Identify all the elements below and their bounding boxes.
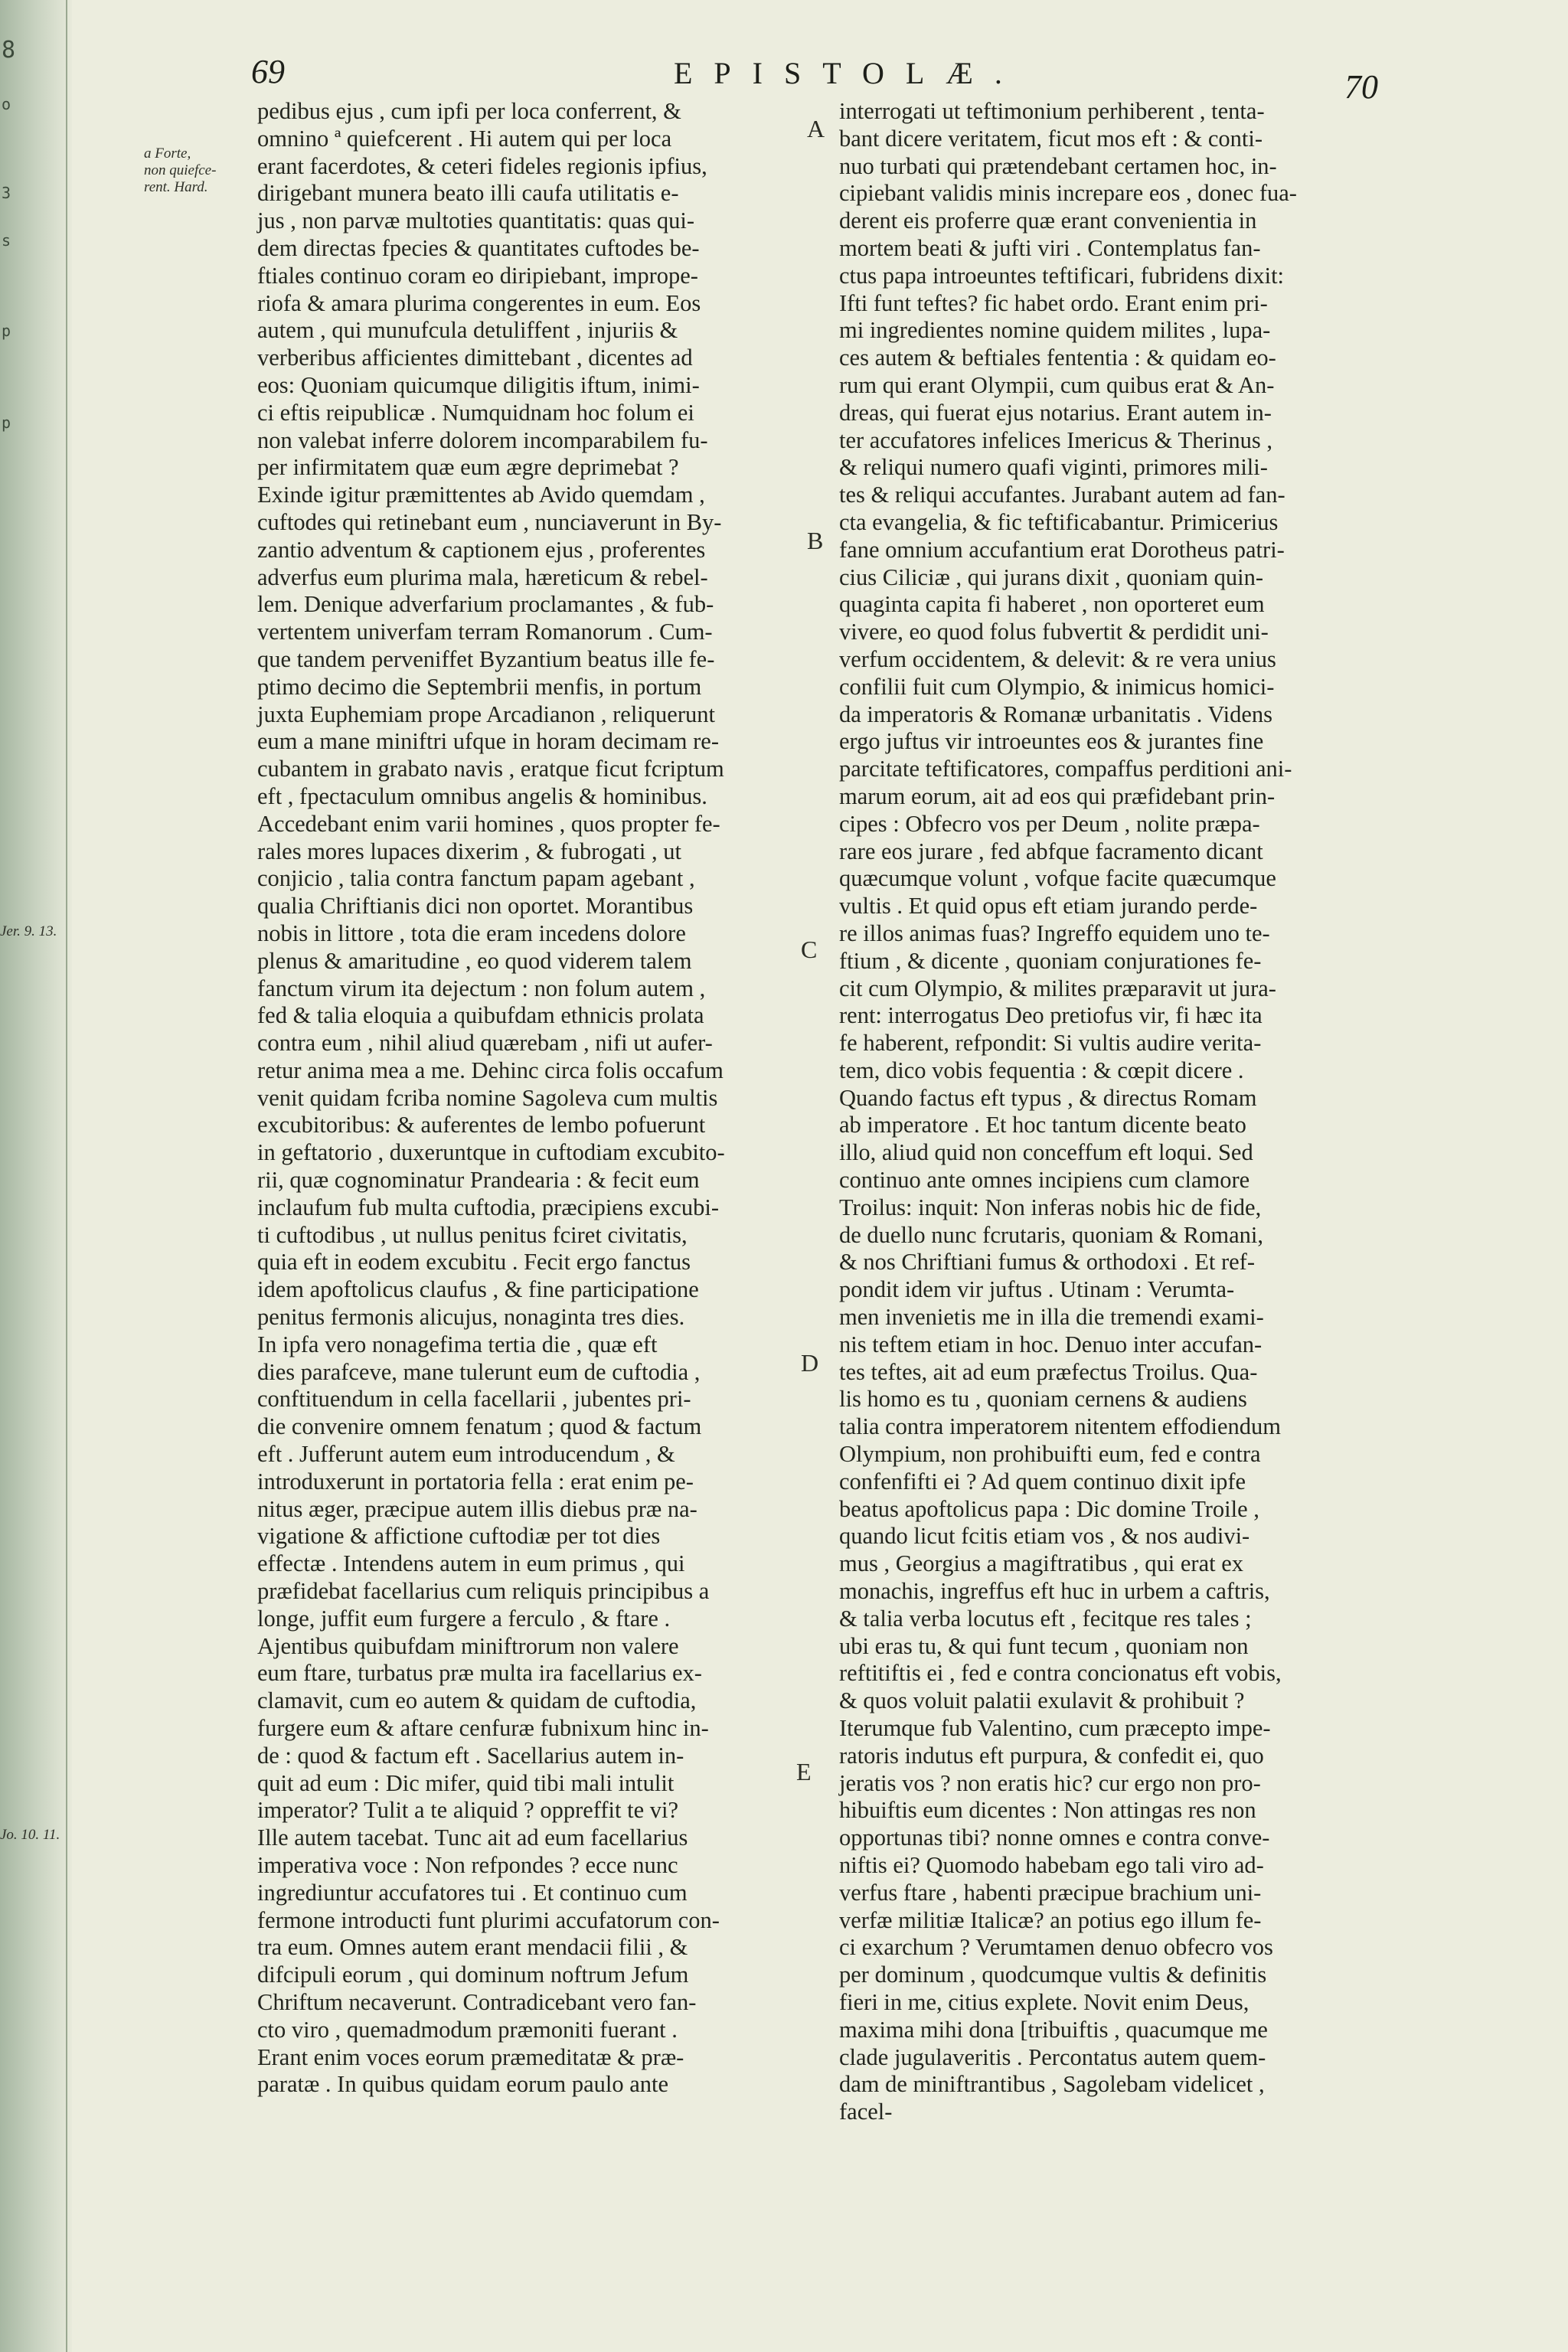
text-line: die convenire omnem fenatum ; quod & factum xyxy=(257,1413,702,1440)
text-line: eft , fpectaculum omnibus angelis & hominibus. xyxy=(257,782,707,809)
text-line: cit cum Olympio, & milites præparavit ut jura- xyxy=(839,975,1276,1001)
text-line: clamavit, cum eo autem & quidam de cuftodia, xyxy=(257,1687,697,1714)
text-line: nobis in littore , tota die eram incedens dolore xyxy=(257,920,686,946)
text-line: fed & talia eloquia a quibufdam ethnicis prolata xyxy=(257,1002,704,1029)
text-line: zantio adventum & captionem ejus , proferentes xyxy=(257,536,706,563)
edge-strip-mark: s xyxy=(2,231,11,250)
text-line: ingrediuntur accufatores tui . Et continuo cum xyxy=(257,1879,688,1906)
text-column-right xyxy=(839,98,1381,2126)
text-line: tes & reliqui accufantes. Jurabant autem ad fan- xyxy=(839,482,1285,508)
text-line: per dominum , quodcumque vultis & definitis xyxy=(839,1962,1267,1988)
text-line: vivere, eo quod folus fubvertit & perdidit uni- xyxy=(839,619,1269,645)
text-line: Exinde igitur præmittentes ab Avido quemdam , xyxy=(257,482,705,508)
text-line: marum eorum, ait ad eos qui præfidebant prin- xyxy=(839,782,1276,809)
text-line: ci exarchum ? Verumtamen denuo obfecro vos xyxy=(839,1934,1273,1961)
text-line: rent: interrogatus Deo pretiofus vir, fi hæc ita xyxy=(839,1002,1263,1029)
text-line: verfus ftare , habenti præcipue brachium uni- xyxy=(839,1879,1262,1906)
text-line: pondit idem vir juftus . Utinam : Verumta- xyxy=(839,1276,1235,1303)
text-line: paratæ . In quibus quidam eorum paulo ante xyxy=(257,2071,669,2098)
text-line: ftiales continuo coram eo diripiebant, imprope- xyxy=(257,262,698,289)
text-line: ab imperatore . Et hoc tantum dicente beato xyxy=(839,1112,1246,1138)
text-line: lis homo es tu , quoniam cernens & audiens xyxy=(839,1386,1247,1413)
text-line: Ifti funt teftes? fic habet ordo. Erant enim pri- xyxy=(839,289,1268,316)
text-line: furgere eum & aftare cenfuræ fubnixum hinc in- xyxy=(257,1715,709,1742)
text-line: Chriftum necaverunt. Contradicebant vero fan- xyxy=(257,1988,697,2015)
page-edge xyxy=(66,0,67,2352)
text-line: ti cuftodibus , ut nullus penitus fciret civitatis, xyxy=(257,1221,688,1248)
text-line: In ipfa vero nonagefima tertia die , quæ eft xyxy=(257,1331,658,1357)
text-line: Ille autem tacebat. Tunc ait ad eum facellarius xyxy=(257,1824,688,1851)
text-line: Accedebant enim varii homines , quos propter fe- xyxy=(257,810,720,837)
section-marker-d: D xyxy=(801,1349,819,1377)
section-marker-a: A xyxy=(807,115,825,142)
text-line: facel- xyxy=(839,2099,893,2125)
text-line: venit quidam fcriba nomine Sagoleva cum multis xyxy=(257,1084,718,1111)
marginal-ref-jo xyxy=(0,1827,60,1844)
text-line: fermone introducti funt plurimi accufatorum con- xyxy=(257,1906,720,1933)
text-line: & nos Chriftiani fumus & orthodoxi . Et ref- xyxy=(839,1249,1255,1276)
text-line: dreas, qui fuerat ejus notarius. Erant autem in- xyxy=(839,399,1272,426)
section-marker-b: B xyxy=(807,527,824,554)
text-line: in geftatorio , duxeruntque in cuftodiam excubito- xyxy=(257,1139,725,1166)
text-line: mi ingredientes nomine quidem milites , lupa- xyxy=(839,317,1271,344)
text-line: vigatione & affictione cuftodiæ per tot dies xyxy=(257,1523,661,1550)
text-line: confenfifti ei ? Ad quem continuo dixit ipfe xyxy=(839,1468,1246,1494)
text-line: rum qui erant Olympii, cum quibus erat & An- xyxy=(839,371,1275,398)
text-line: jus , non parvæ multoties quantitatis: quas qui- xyxy=(257,207,694,234)
text-line: clade jugulaveritis . Percontatus autem quem- xyxy=(839,2043,1266,2070)
text-line: pedibus ejus , cum ipfi per loca conferrent, & xyxy=(257,98,681,124)
text-line: difcipuli eorum , qui dominum noftrum Jefum xyxy=(257,1962,689,1988)
text-line: tes teftes, ait ad eum præfectus Troilus. Qua- xyxy=(839,1358,1258,1385)
text-line: rare eos jurare , fed abfque facramento dicant xyxy=(839,838,1263,864)
text-line: cipes : Obfecro vos per Deum , nolite præpa- xyxy=(839,810,1260,837)
text-line: contra eum , nihil aliud quærebam , nifi ut aufer- xyxy=(257,1030,713,1057)
text-line: de duello nunc fcrutaris, quoniam & Romani, xyxy=(839,1221,1263,1248)
text-line: Ajentibus quibufdam miniftrorum non valere xyxy=(257,1632,679,1659)
text-line: conjicio , talia contra fanctum papam agebant , xyxy=(257,865,695,892)
text-line: Troilus: inquit: Non inferas nobis hic de fide, xyxy=(839,1194,1262,1220)
marginal-note-line: non quiefce- xyxy=(144,162,217,178)
text-line: mus , Georgius a magiftratibus , qui erat ex xyxy=(839,1550,1243,1577)
text-line: ter accufatores infelices Imericus & Therinus , xyxy=(839,426,1272,453)
text-line: continuo ante omnes incipiens cum clamore xyxy=(839,1167,1250,1194)
text-line: rales mores lupaces dixerim , & fubrogati , ut xyxy=(257,838,681,864)
section-marker-c: C xyxy=(801,936,818,963)
text-line: verfum occidentem, & delevit: & re vera unius xyxy=(839,645,1276,672)
section-marker-e: E xyxy=(796,1758,812,1785)
text-line: & quos voluit palatii exulavit & prohibuit ? xyxy=(839,1687,1245,1714)
marginal-note-line: rent. Hard. xyxy=(144,179,208,195)
text-line: quæcumque volunt , vofque facite quæcumque xyxy=(839,865,1276,892)
text-line: bant dicere veritatem, ficut mos eft : & conti- xyxy=(839,125,1263,152)
edge-strip-mark: 8 xyxy=(2,37,16,64)
text-line: niftis ei? Quomodo habebam ego tali viro ad- xyxy=(839,1852,1264,1878)
text-line: de : quod & factum eft . Sacellarius autem in- xyxy=(257,1742,684,1769)
edge-strip-mark: o xyxy=(2,95,11,113)
text-line: excubitoribus: & auferentes de lembo pofuerunt xyxy=(257,1112,706,1138)
text-line: verberibus afficientes dimittebant , dicentes ad xyxy=(257,345,693,371)
text-line: ubi eras tu, & qui funt tecum , quoniam non xyxy=(839,1632,1249,1659)
marginal-ref-jer xyxy=(0,923,57,940)
text-line: cipiebant validis minis increpare eos , donec fua- xyxy=(839,180,1297,207)
text-line: men invenietis me in illa die tremendi exami- xyxy=(839,1304,1264,1331)
text-line: monachis, ingreffus eft huc in urbem a caftris, xyxy=(839,1578,1270,1605)
text-line: conftituendum in cella facellarii , jubentes pri- xyxy=(257,1386,691,1413)
text-line: ratoris indutus eft purpura, & confedit ei, quo xyxy=(839,1742,1264,1769)
text-line: vultis . Et quid opus eft etiam jurando perde- xyxy=(839,893,1258,920)
text-line: ci eftis reipublicæ . Numquidnam hoc folum ei xyxy=(257,399,694,426)
marginal-note-a xyxy=(144,145,216,196)
text-line: idem apoftolicus claufus , & fine participatione xyxy=(257,1276,699,1303)
text-line: quaginta capita fi haberet , non oporteret eum xyxy=(839,591,1265,618)
text-line: Olympium, non prohibuifti eum, fed e contra xyxy=(839,1441,1261,1468)
text-line: fieri in me, citius explete. Novit enim Deus, xyxy=(839,1988,1250,2015)
text-line: eos: Quoniam quicumque diligitis iftum, inimi- xyxy=(257,371,700,398)
text-line: fanctum virum ita dejectum : non folum autem , xyxy=(257,975,706,1001)
text-line: qualia Chriftianis dici non oportet. Morantibus xyxy=(257,893,694,920)
text-line: Erant enim voces eorum præmeditatæ & præ- xyxy=(257,2043,684,2070)
text-line: interrogati ut teftimonium perhiberent , tenta- xyxy=(839,98,1265,124)
text-line: quia eft in eodem excubitu . Fecit ergo fanctus xyxy=(257,1249,691,1276)
text-line: imperativa voce : Non refpondes ? ecce nunc xyxy=(257,1852,678,1878)
text-line: mortem beati & jufti viri . Contemplatus fan- xyxy=(839,234,1261,261)
edge-strip-mark: p xyxy=(2,413,11,432)
text-line: ctus papa introeuntes teftificari, fubridens dixit: xyxy=(839,262,1285,289)
text-line: parcitate teftificatores, compaffus perditioni ani- xyxy=(839,756,1292,782)
text-line: da imperatoris & Romanæ urbanitatis . Videns xyxy=(839,701,1273,727)
text-line: erant facerdotes, & ceteri fideles regionis ipfius, xyxy=(257,152,707,179)
text-line: quando licut fcitis etiam vos , & nos audivi- xyxy=(839,1523,1250,1550)
text-line: eum a mane miniftri ufque in horam decimam re- xyxy=(257,728,720,755)
text-line: cius Ciliciæ , qui jurans dixit , quoniam quin- xyxy=(839,564,1264,590)
text-line: dirigebant munera beato illi caufa utilitatis e- xyxy=(257,180,679,207)
text-line: omnino ª quiefcerent . Hi autem qui per loca xyxy=(257,125,672,152)
text-line: reftitiftis ei , fed e contra concionatus eft vobis, xyxy=(839,1660,1282,1687)
text-line: quit ad eum : Dic mifer, quid tibi mali intulit xyxy=(257,1769,675,1796)
text-line: eum ftare, turbatus præ multa ira facellarius ex- xyxy=(257,1660,702,1687)
page-gutter-shadow xyxy=(0,0,72,2352)
text-line: introduxerunt in portatoria fella : erat enim pe- xyxy=(257,1468,694,1494)
text-line: inclaufum fub multa cuftodia, præcipiens excubi- xyxy=(257,1194,720,1220)
text-line: præfidebat facellarius cum reliquis principibus a xyxy=(257,1578,710,1605)
text-line: opportunas tibi? nonne omnes e contra conve- xyxy=(839,1824,1270,1851)
marginal-note-line: a Forte, xyxy=(144,145,191,162)
text-line: autem , qui munufcula detuliffent , injuriis & xyxy=(257,317,678,344)
text-line: plenus & amaritudine , eo quod viderem talem xyxy=(257,947,692,974)
edge-strip-mark: 3 xyxy=(2,184,11,202)
text-line: fe haberent, refpondit: Si vultis audire verita- xyxy=(839,1030,1262,1057)
text-line: effectæ . Intendens autem in eum primus , qui xyxy=(257,1550,685,1577)
text-line: cubantem in grabato navis , eratque ficut fcriptum xyxy=(257,756,724,782)
marginal-ref: Jer. 9. 13. xyxy=(0,923,57,939)
text-line: ptimo decimo die Septembrii menfis, in portum xyxy=(257,673,702,700)
text-line: ftium , & dicente , quoniam conjurationes fe- xyxy=(839,947,1262,974)
text-line: nuo turbati qui prætendebant certamen hoc, in- xyxy=(839,152,1277,179)
text-column-left xyxy=(257,98,798,2099)
text-line: beatus apoftolicus papa : Dic domine Troile , xyxy=(839,1495,1259,1522)
text-line: confilii fuit cum Olympio, & inimicus homici- xyxy=(839,673,1275,700)
text-line: rii, quæ cognominatur Prandearia : & fecit eum xyxy=(257,1167,700,1194)
text-line: per infirmitatem quæ eum ægre deprimebat ? xyxy=(257,454,679,481)
text-line: derent eis proferre quæ erant convenientia in xyxy=(839,207,1257,234)
text-line: nis teftem etiam in hoc. Denuo inter accufan- xyxy=(839,1331,1263,1357)
marginal-ref: Jo. 10. 11. xyxy=(0,1827,60,1843)
text-line: longe, juffit eum furgere a ferculo , & ftare . xyxy=(257,1605,671,1632)
page-number-right: 70 xyxy=(1344,68,1378,106)
text-line: adverfus eum plurima mala, hæreticum & rebel- xyxy=(257,564,708,590)
text-line: illo, aliud quid non conceffum eft loqui. Sed xyxy=(839,1139,1253,1166)
text-line: hibuiftis eum dicentes : Non attingas res non xyxy=(839,1797,1256,1824)
text-line: Quando factus eft typus , & directus Romam xyxy=(839,1084,1257,1111)
text-line: nitus æger, præcipue autem illis diebus præ na- xyxy=(257,1495,697,1522)
running-title: EPISTOLÆ. xyxy=(674,56,1024,90)
text-line: lem. Denique adverfarium proclamantes , & fub- xyxy=(257,591,714,618)
text-line: dem directas fpecies & quantitates cuftodes be- xyxy=(257,234,700,261)
text-line: dam de miniftrantibus , Sagolebam videlicet , xyxy=(839,2071,1265,2098)
text-line: & talia verba locutus eft , fecitque res tales ; xyxy=(839,1605,1252,1632)
text-line: dies parafceve, mane tulerunt eum de cuftodia , xyxy=(257,1358,701,1385)
text-line: penitus fermonis alicujus, nonaginta tres dies. xyxy=(257,1304,685,1331)
text-line: & reliqui numero quafi viginti, primores mili- xyxy=(839,454,1268,481)
text-line: re illos animas fuas? Ingreffo equidem uno te- xyxy=(839,920,1270,946)
text-line: juxta Euphemiam prope Arcadianon , reliquerunt xyxy=(257,701,715,727)
text-line: que tandem perveniffet Byzantium beatus ille fe- xyxy=(257,645,715,672)
text-line: jeratis vos ? non eratis hic? cur ergo non pro- xyxy=(839,1769,1261,1796)
text-line: talia contra imperatorem nitentem effodiendum xyxy=(839,1413,1282,1440)
text-line: tem, dico vobis fequentia : & cœpit dicere . xyxy=(839,1057,1244,1083)
text-line: riofa & amara plurima congerentes in eum. Eos xyxy=(257,289,701,316)
text-line: ergo juftus vir introeuntes eos & jurantes fine xyxy=(839,728,1264,755)
text-line: non valebat inferre dolorem incomparabilem fu- xyxy=(257,426,708,453)
edge-strip-mark: p xyxy=(2,322,11,340)
text-line: eft . Jufferunt autem eum introducendum , & xyxy=(257,1441,675,1468)
page-number-left: 69 xyxy=(251,53,285,90)
text-line: cto viro , quemadmodum præmoniti fuerant . xyxy=(257,2016,678,2043)
text-line: maxima mihi dona [tribuiftis , quacumque me xyxy=(839,2016,1268,2043)
text-line: verfæ militiæ Italicæ? an potius ego illum fe- xyxy=(839,1906,1262,1933)
text-line: retur anima mea a me. Dehinc circa folis occafum xyxy=(257,1057,724,1083)
text-line: ces autem & beftiales fententia : & quidam eo- xyxy=(839,345,1276,371)
text-line: cuftodes qui retinebant eum , nunciaverunt in By- xyxy=(257,508,722,535)
text-line: cta evangelia, & fic teftificabantur. Primicerius xyxy=(839,508,1279,535)
text-line: imperator? Tulit a te aliquid ? oppreffit te vi? xyxy=(257,1797,678,1824)
text-line: fane omnium accufantium erat Dorotheus patri- xyxy=(839,536,1285,563)
text-line: vertentem univerfam terram Romanorum . Cum- xyxy=(257,619,713,645)
text-line: tra eum. Omnes autem erant mendacii filii , & xyxy=(257,1934,688,1961)
text-line: Iterumque fub Valentino, cum præcepto impe- xyxy=(839,1715,1271,1742)
